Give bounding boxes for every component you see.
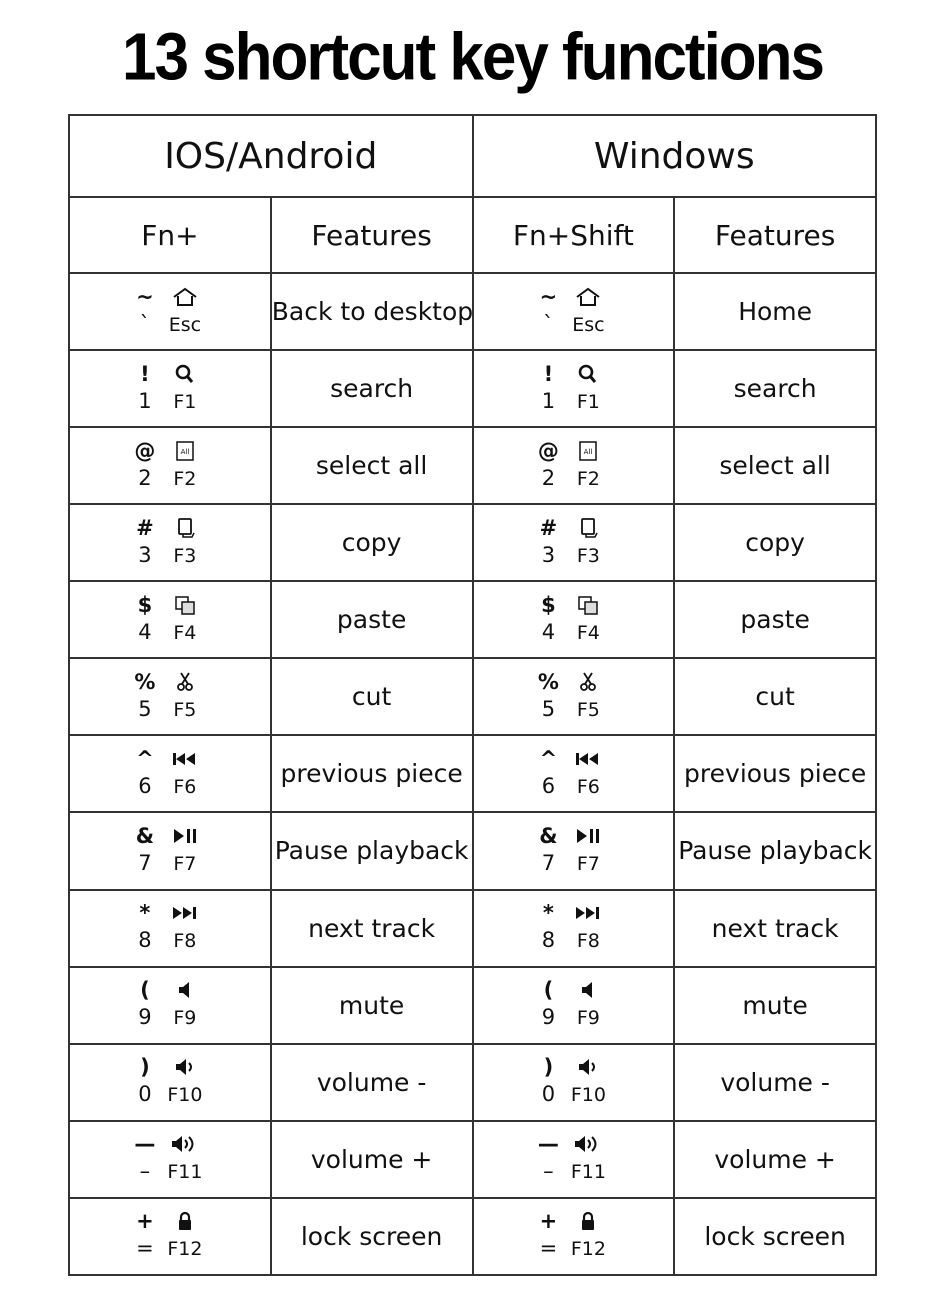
- ios-feature-cell: Back to desktop: [271, 273, 473, 350]
- select-all-icon: [168, 440, 202, 462]
- key-shift-symbol: +: [136, 1209, 154, 1234]
- copy-icon: [168, 517, 202, 539]
- key-legend: [533, 823, 613, 879]
- key-character: 7: [541, 850, 556, 875]
- lock-icon: [168, 1210, 202, 1232]
- key-shift-symbol: %: [537, 669, 559, 694]
- key-legend: [533, 900, 613, 956]
- key-character: 5: [138, 696, 152, 721]
- ios-feature-cell: next track: [271, 890, 473, 967]
- previous-track-icon: [571, 748, 605, 770]
- win-key-cell: [473, 658, 675, 735]
- key-legend: [130, 284, 210, 340]
- win-feature-cell: Home: [674, 273, 876, 350]
- ios-key-cell: [69, 967, 271, 1044]
- ios-key-cell: [69, 658, 271, 735]
- win-feature-cell: previous piece: [674, 735, 876, 812]
- win-key-cell: [473, 1121, 675, 1198]
- function-key-label: F3: [173, 544, 197, 567]
- key-shift-symbol: @: [134, 438, 156, 463]
- play-pause-icon: [571, 825, 605, 847]
- scissors-icon: [168, 671, 202, 693]
- key-character: 4: [541, 619, 556, 644]
- ios-feature-cell: volume -: [271, 1044, 473, 1121]
- windows-modifier-header: Fn+Shift: [473, 197, 675, 273]
- function-key-label: F10: [570, 1084, 606, 1107]
- function-key-label: F7: [576, 852, 600, 875]
- ios-key-cell: [69, 427, 271, 504]
- key-legend: [533, 1131, 613, 1187]
- function-key-label: Esc: [168, 313, 202, 336]
- key-shift-symbol: (: [543, 978, 554, 1003]
- ios-key-cell: [69, 890, 271, 967]
- select-all-icon: [571, 440, 605, 462]
- key-shift-symbol: *: [542, 901, 554, 926]
- key-shift-symbol: ^: [539, 746, 558, 771]
- key-shift-symbol: !: [543, 361, 554, 386]
- win-feature-cell: volume +: [674, 1121, 876, 1198]
- key-legend: [533, 669, 613, 725]
- key-shift-symbol: %: [134, 669, 156, 694]
- column-header-row: [69, 197, 876, 273]
- ios-feature-cell: previous piece: [271, 735, 473, 812]
- ios-key-cell: [69, 1121, 271, 1198]
- windows-header: Windows: [473, 115, 877, 197]
- volume-up-icon: [168, 1133, 202, 1155]
- key-shift-symbol: ^: [136, 746, 154, 771]
- key-character: 5: [541, 696, 556, 721]
- win-key-cell: [473, 504, 675, 581]
- key-legend: [533, 361, 613, 417]
- function-key-label: F5: [576, 698, 600, 721]
- next-track-icon: [571, 902, 605, 924]
- win-key-cell: [473, 427, 675, 504]
- shortcut-row: [69, 1121, 876, 1198]
- svg-text:All: All: [584, 447, 593, 456]
- win-key-cell: [473, 967, 675, 1044]
- paste-icon: [168, 594, 202, 616]
- key-character: 6: [541, 773, 556, 798]
- key-shift-symbol: ): [140, 1055, 150, 1080]
- function-key-label: F6: [173, 775, 197, 798]
- shortcut-row: [69, 504, 876, 581]
- key-shift-symbol: #: [136, 515, 154, 540]
- key-shift-symbol: *: [139, 901, 151, 926]
- volume-down-icon: [571, 1056, 605, 1078]
- key-legend: [533, 746, 613, 802]
- key-legend: [533, 1208, 613, 1264]
- ios-key-cell: [69, 273, 271, 350]
- search-icon: [168, 363, 202, 385]
- os-header-row: [69, 115, 876, 197]
- shortcut-row: [69, 658, 876, 735]
- key-legend: [130, 592, 210, 648]
- win-key-cell: [473, 350, 675, 427]
- search-icon: [571, 363, 605, 385]
- key-character: 4: [138, 619, 152, 644]
- key-shift-symbol: ): [543, 1055, 554, 1080]
- key-legend: [130, 438, 210, 494]
- function-key-label: F4: [173, 621, 197, 644]
- ios-key-cell: [69, 812, 271, 889]
- function-key-label: F2: [576, 467, 600, 490]
- volume-down-icon: [168, 1056, 202, 1078]
- next-track-icon: [168, 902, 202, 924]
- ios-feature-cell: Pause playback: [271, 812, 473, 889]
- ios-features-header: Features: [271, 197, 473, 273]
- ios-feature-cell: search: [271, 350, 473, 427]
- ios-feature-cell: volume +: [271, 1121, 473, 1198]
- key-character: 6: [138, 773, 152, 798]
- volume-up-icon: [571, 1133, 605, 1155]
- win-feature-cell: paste: [674, 581, 876, 658]
- win-key-cell: [473, 1044, 675, 1121]
- ios-key-cell: [69, 504, 271, 581]
- win-feature-cell: next track: [674, 890, 876, 967]
- key-character: 1: [541, 388, 556, 413]
- key-legend: [130, 515, 210, 571]
- function-key-label: F8: [173, 930, 197, 953]
- key-character: 2: [138, 465, 152, 490]
- function-key-label: F3: [576, 544, 600, 567]
- win-feature-cell: mute: [674, 967, 876, 1044]
- shortcut-row: [69, 1044, 876, 1121]
- key-shift-symbol: &: [135, 823, 155, 848]
- key-legend: [130, 900, 210, 956]
- shortcut-row: [69, 890, 876, 967]
- lock-icon: [571, 1210, 605, 1232]
- shortcut-row: [69, 1198, 876, 1275]
- key-character: =: [539, 1236, 558, 1261]
- mute-icon: [571, 979, 605, 1001]
- mute-icon: [168, 979, 202, 1001]
- function-key-label: F4: [576, 621, 600, 644]
- function-key-label: F12: [570, 1238, 606, 1261]
- shortcut-row: [69, 735, 876, 812]
- shortcut-row: [69, 581, 876, 658]
- key-legend: [130, 1054, 210, 1110]
- win-key-cell: [473, 735, 675, 812]
- ios-key-cell: [69, 350, 271, 427]
- key-character: 8: [541, 928, 556, 953]
- home-icon: [168, 286, 202, 308]
- function-key-label: F7: [173, 852, 197, 875]
- key-shift-symbol: $: [541, 592, 556, 617]
- key-shift-symbol: (: [140, 978, 150, 1003]
- function-key-label: F12: [167, 1238, 203, 1261]
- ios-feature-cell: mute: [271, 967, 473, 1044]
- ios-key-cell: [69, 1044, 271, 1121]
- key-legend: [130, 1208, 210, 1264]
- play-pause-icon: [168, 825, 202, 847]
- ios-key-cell: [69, 581, 271, 658]
- key-legend: [130, 361, 210, 417]
- win-feature-cell: lock screen: [674, 1198, 876, 1275]
- shortcut-row: [69, 967, 876, 1044]
- key-shift-symbol: $: [137, 592, 153, 617]
- key-character: 0: [541, 1082, 556, 1107]
- key-shift-symbol: —: [537, 1132, 559, 1157]
- key-character: –: [543, 1159, 554, 1184]
- function-key-label: F6: [576, 775, 600, 798]
- key-shift-symbol: ~: [136, 284, 154, 309]
- function-key-label: Esc: [572, 313, 605, 336]
- win-feature-cell: select all: [674, 427, 876, 504]
- win-key-cell: [473, 581, 675, 658]
- function-key-label: F10: [167, 1084, 203, 1107]
- key-character: 3: [541, 542, 556, 567]
- ios-feature-cell: copy: [271, 504, 473, 581]
- key-legend: [130, 669, 210, 725]
- paste-icon: [571, 594, 605, 616]
- key-shift-symbol: !: [140, 361, 150, 386]
- shortcut-row: [69, 427, 876, 504]
- function-key-label: F11: [570, 1161, 606, 1184]
- key-character: 0: [138, 1082, 152, 1107]
- key-character: `: [543, 311, 554, 336]
- key-character: =: [136, 1236, 154, 1261]
- ios-feature-cell: select all: [271, 427, 473, 504]
- key-legend: [533, 592, 613, 648]
- win-key-cell: [473, 890, 675, 967]
- function-key-label: F11: [167, 1161, 203, 1184]
- key-legend: [533, 977, 613, 1033]
- svg-text:All: All: [180, 447, 190, 456]
- ios-feature-cell: cut: [271, 658, 473, 735]
- key-legend: [533, 284, 613, 340]
- win-feature-cell: cut: [674, 658, 876, 735]
- win-key-cell: [473, 273, 675, 350]
- ios-modifier-header: Fn+: [69, 197, 271, 273]
- shortcut-row: [69, 350, 876, 427]
- ios-key-cell: [69, 735, 271, 812]
- key-legend: [533, 515, 613, 571]
- key-legend: [130, 746, 210, 802]
- key-legend: [533, 1054, 613, 1110]
- function-key-label: F9: [173, 1007, 197, 1030]
- win-feature-cell: search: [674, 350, 876, 427]
- function-key-label: F1: [576, 390, 600, 413]
- key-character: 1: [138, 388, 152, 413]
- key-legend: [130, 1131, 210, 1187]
- windows-features-header: Features: [674, 197, 876, 273]
- key-legend: [533, 438, 613, 494]
- ios-key-cell: [69, 1198, 271, 1275]
- function-key-label: F2: [173, 467, 197, 490]
- key-shift-symbol: #: [539, 515, 558, 540]
- key-legend: [130, 823, 210, 879]
- ios-feature-cell: lock screen: [271, 1198, 473, 1275]
- key-character: 2: [541, 465, 556, 490]
- copy-icon: [571, 517, 605, 539]
- shortcut-row: [69, 273, 876, 350]
- function-key-label: F9: [576, 1007, 600, 1030]
- previous-track-icon: [168, 748, 202, 770]
- win-feature-cell: volume -: [674, 1044, 876, 1121]
- shortcut-row: [69, 812, 876, 889]
- shortcut-table: [68, 114, 877, 1276]
- page-title: 13 shortcut key functions: [121, 20, 824, 95]
- key-character: `: [139, 311, 151, 336]
- key-character: 3: [138, 542, 152, 567]
- win-key-cell: [473, 812, 675, 889]
- home-icon: [571, 286, 605, 308]
- key-character: 9: [138, 1005, 152, 1030]
- win-feature-cell: copy: [674, 504, 876, 581]
- key-character: 9: [541, 1005, 556, 1030]
- key-shift-symbol: —: [134, 1132, 156, 1157]
- ios-feature-cell: paste: [271, 581, 473, 658]
- key-character: –: [139, 1159, 151, 1184]
- key-shift-symbol: &: [539, 823, 558, 848]
- ios-android-header: IOS/Android: [69, 115, 473, 197]
- key-shift-symbol: ~: [539, 284, 558, 309]
- function-key-label: F8: [576, 930, 600, 953]
- scissors-icon: [571, 671, 605, 693]
- function-key-label: F1: [173, 390, 197, 413]
- key-character: 7: [138, 850, 152, 875]
- key-legend: [130, 977, 210, 1033]
- function-key-label: F5: [173, 698, 197, 721]
- key-shift-symbol: +: [539, 1209, 558, 1234]
- key-character: 8: [138, 928, 152, 953]
- win-key-cell: [473, 1198, 675, 1275]
- key-shift-symbol: @: [537, 438, 559, 463]
- win-feature-cell: Pause playback: [674, 812, 876, 889]
